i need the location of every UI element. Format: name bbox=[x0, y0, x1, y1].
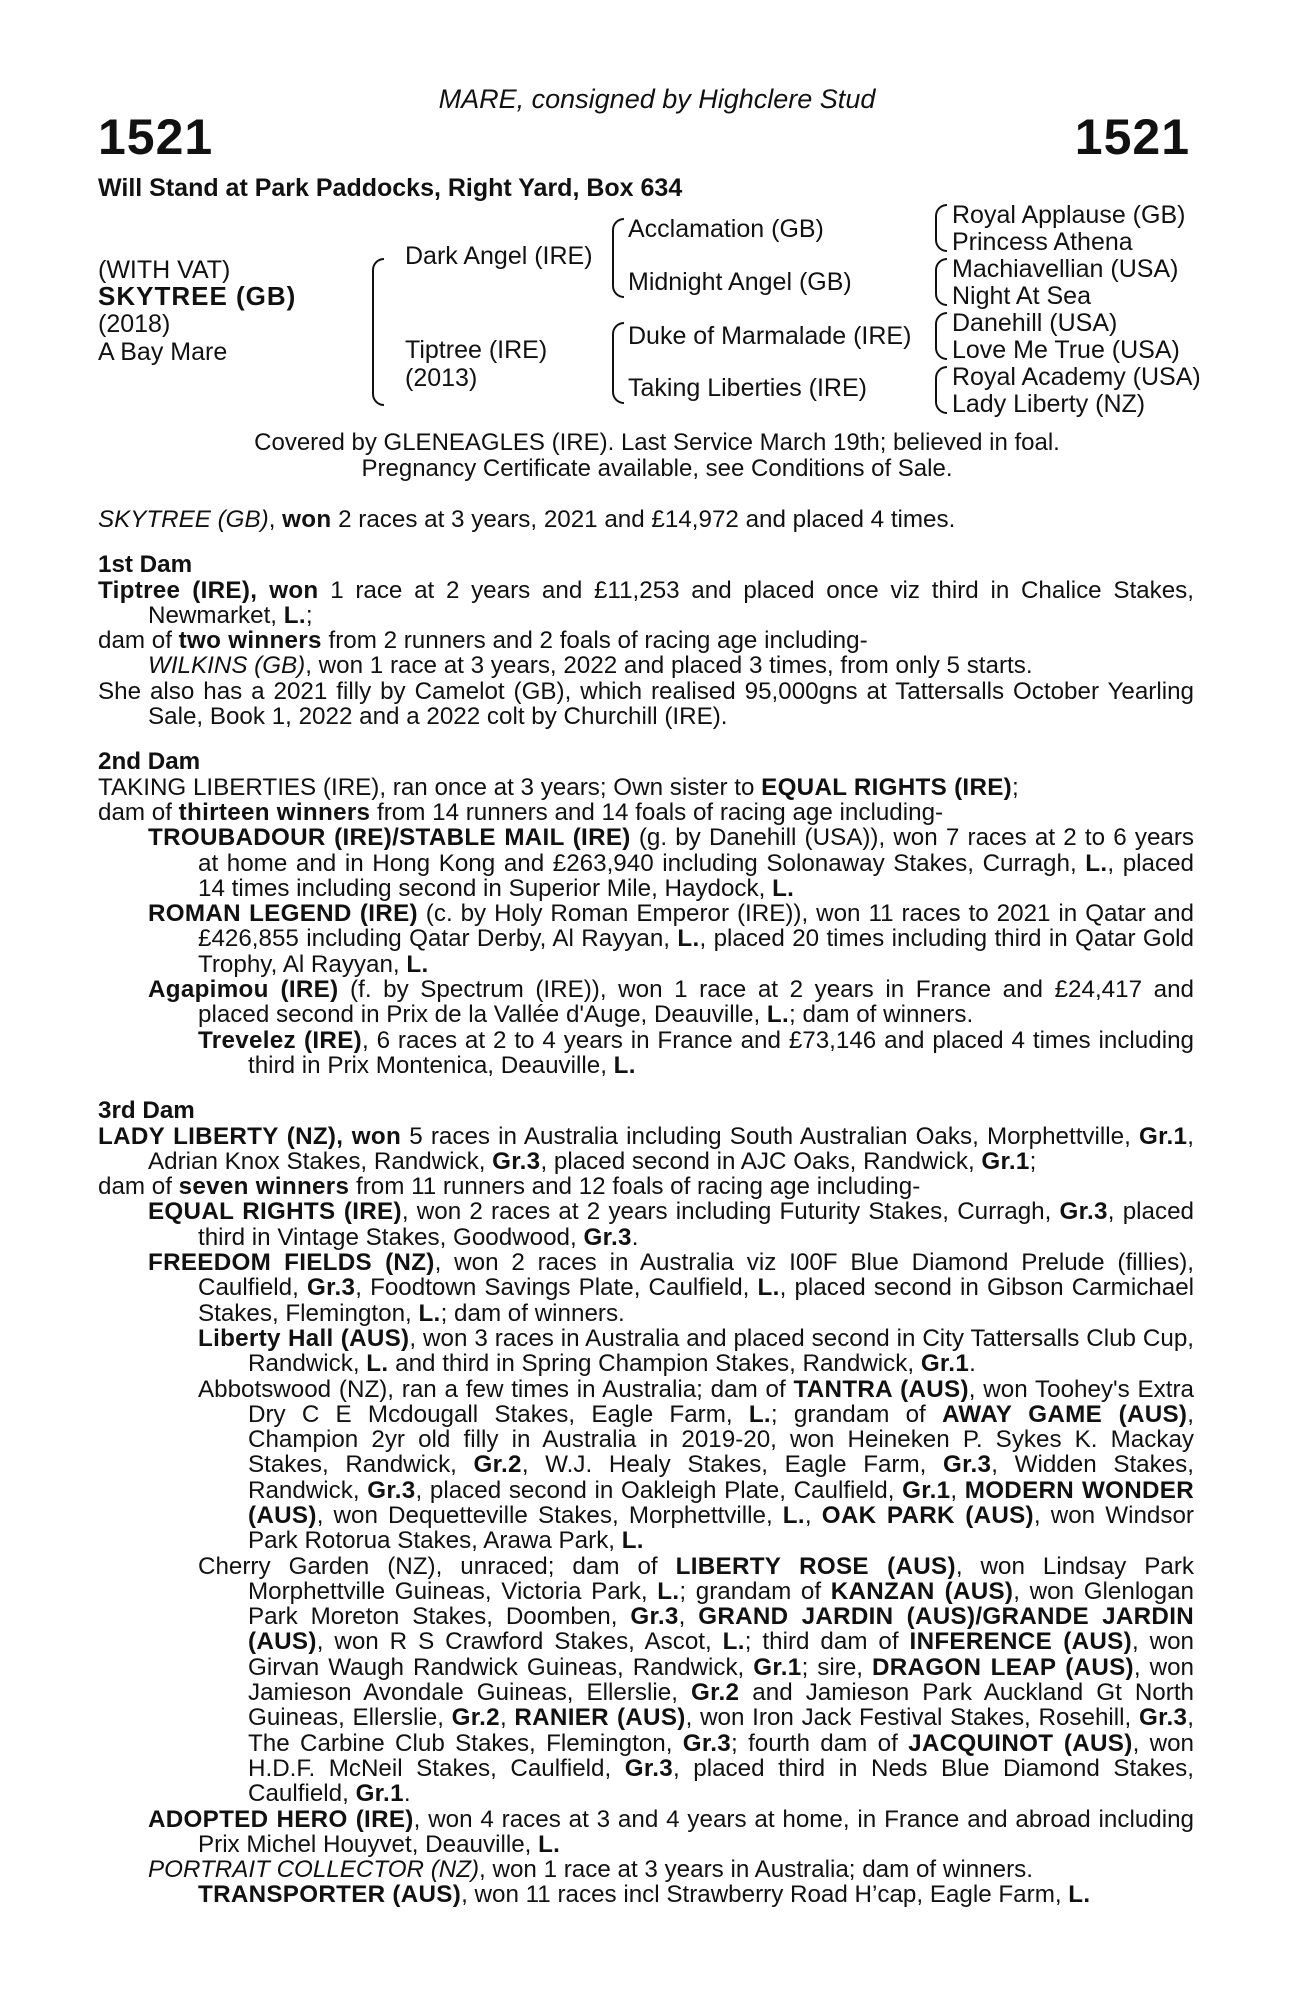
pedigree-brace bbox=[372, 258, 384, 406]
third-dam-record: LADY LIBERTY (NZ), won 5 races in Australia including South Australian Oaks, Morphettville, Gr.1, Adrian Knox Stakes, Randwick, Gr.3, placed second in AJC Oaks, Randwick, Gr.1; bbox=[98, 1122, 1194, 1175]
pedigree-brace bbox=[935, 204, 947, 252]
list-item: Liberty Hall (AUS), won 3 races in Australia and placed second in City Tattersalls Club Cup, Randwick, L. and third in Spring Champion Stakes, Randwick, Gr.1. bbox=[198, 1324, 1194, 1378]
second-dam-heading: 2nd Dam bbox=[98, 748, 201, 776]
ds-sire: Danehill (USA) bbox=[952, 309, 1118, 337]
produce-record bbox=[98, 507, 1194, 1908]
first-dam-record: Tiptree (IRE), won 1 race at 2 years and £11,253 and placed once viz third in Chalice Stakes, Newmarket, L.; bbox=[98, 576, 1194, 629]
horse-year: (2018) bbox=[98, 310, 171, 338]
list-item: Abbotswood (NZ), ran a few times in Australia; dam of TANTRA (AUS), won Toohey's Extra Dry C E Mcdougall Stakes, Eagle Farm, L.; grandam of AWAY GAME (AUS), Champion 2yr old filly in Australia in 2019-20, won Heineken P. Sykes K. Mackay Stakes, Randwick, Gr.2, W.J. Healy Stakes, Eagle Farm, Gr.3, Widden Stakes, Randwick, Gr.3, placed second in Oakleigh Plate, Caulfield, Gr.1, MODERN WONDER (AUS), won Dequetteville Stakes, Morphettville, L., OAK PARK (AUS), won Windsor Park Rotorua Stakes, Arawa Park, L. bbox=[198, 1375, 1195, 1555]
ss-dam: Princess Athena bbox=[952, 228, 1133, 256]
list-item: WILKINS (GB), won 1 race at 3 years, 2022 and placed 3 times, from only 5 starts. bbox=[148, 652, 1033, 680]
sire-name: Dark Angel (IRE) bbox=[405, 242, 593, 270]
horse-description: A Bay Mare bbox=[98, 338, 228, 366]
ds-dam: Love Me True (USA) bbox=[952, 336, 1180, 364]
first-dam-produce: dam of two winners from 2 runners and 2 foals of racing age including- bbox=[98, 627, 868, 655]
sire-dam: Midnight Angel (GB) bbox=[628, 268, 852, 296]
list-item: ROMAN LEGEND (IRE) (c. by Holy Roman Emperor (IRE)), won 11 races to 2021 in Qatar and £426,855 including Qatar Derby, Al Rayyan, L., placed 20 times including third in Qatar Gold Trophy, Al Rayyan, L. bbox=[148, 900, 1194, 978]
second-dam-record: TAKING LIBERTIES (IRE), ran once at 3 years; Own sister to EQUAL RIGHTS (IRE); bbox=[98, 773, 1019, 801]
third-dam-produce: dam of seven winners from 11 runners and 12 foals of racing age including- bbox=[98, 1173, 921, 1201]
list-item: ADOPTED HERO (IRE), won 4 races at 3 and 4 years at home, in France and abroad including Prix Michel Houyvet, Deauville, L. bbox=[148, 1805, 1194, 1858]
sire-sire: Acclamation (GB) bbox=[628, 215, 824, 243]
sd-sire: Machiavellian (USA) bbox=[952, 255, 1179, 283]
covering-note bbox=[0, 430, 1314, 482]
lot-number-right: 1521 bbox=[1074, 109, 1190, 165]
first-dam-heading: 1st Dam bbox=[98, 551, 193, 579]
list-item: Cherry Garden (NZ), unraced; dam of LIBERTY ROSE (AUS), won Lindsay Park Morphettville Guineas, Victoria Park, L.; grandam of KANZAN (AUS), won Glenlogan Park Moreton Stakes, Doomben, Gr.3, GRAND JARDIN (AUS)/GRANDE JARDIN (AUS), won R S Crawford Stakes, Ascot, L.; third dam of INFERENCE (AUS), won Girvan Waugh Randwick Guineas, Randwick, Gr.1; sire, DRAGON LEAP (AUS), won Jamieson Avondale Guineas, Ellerslie, Gr.2 and Jamieson Park Auckland Gt North Guineas, Ellerslie, Gr.2, RANIER (AUS), won Iron Jack Festival Stakes, Rosehill, Gr.3, The Carbine Club Stakes, Flemington, Gr.3; fourth dam of JACQUINOT (AUS), won H.D.F. McNeil Stakes, Caulfield, Gr.3, placed third in Neds Blue Diamond Stakes, Caulfield, Gr.1. bbox=[198, 1552, 1195, 1808]
lot-number-left: 1521 bbox=[98, 109, 214, 165]
list-item: TRANSPORTER (AUS), won 11 races incl Strawberry Road H’cap, Eagle Farm, L. bbox=[198, 1881, 1091, 1909]
consignor-line: MARE, consigned by Highclere Stud bbox=[438, 84, 876, 114]
list-item: EQUAL RIGHTS (IRE), won 2 races at 2 years including Futurity Stakes, Curragh, Gr.3, placed third in Vintage Stakes, Goodwood, Gr.3. bbox=[148, 1198, 1195, 1251]
dam-year: (2013) bbox=[405, 364, 478, 392]
second-dam-produce: dam of thirteen winners from 14 runners and 14 foals of racing age including- bbox=[98, 798, 944, 826]
dd-dam: Lady Liberty (NZ) bbox=[952, 390, 1146, 418]
horse-summary: SKYTREE (GB), won 2 races at 3 years, 2021 and £14,972 and placed 4 times. bbox=[98, 506, 956, 533]
list-item: Agapimou (IRE) (f. by Spectrum (IRE)), won 1 race at 2 years in France and £24,417 and placed second in Prix de la Vallée d'Auge, Deauville, L.; dam of winners. bbox=[148, 976, 1194, 1029]
dam-name: Tiptree (IRE) bbox=[405, 336, 548, 364]
dam-dam: Taking Liberties (IRE) bbox=[628, 374, 867, 402]
pedigree-brace bbox=[612, 218, 624, 298]
horse-name: SKYTREE (GB) bbox=[98, 281, 297, 311]
first-dam-note: She also has a 2021 filly by Camelot (GB), which realised 95,000gns at Tattersalls October Yearling Sale, Book 1, 2022 and a 2022 colt by Churchill (IRE). bbox=[98, 677, 1194, 731]
covering-line: Covered by GLENEAGLES (IRE). Last Service March 19th; believed in foal. bbox=[254, 429, 1060, 456]
third-dam-heading: 3rd Dam bbox=[98, 1097, 195, 1125]
ss-sire: Royal Applause (GB) bbox=[952, 201, 1186, 229]
list-item: Trevelez (IRE), 6 races at 2 to 4 years in France and £73,146 and placed 4 times including third in Prix Montenica, Deauville, L. bbox=[198, 1026, 1194, 1079]
pregnancy-line: Pregnancy Certificate available, see Conditions of Sale. bbox=[361, 455, 953, 482]
pedigree-brace bbox=[935, 258, 947, 306]
vat-note: (WITH VAT) bbox=[98, 256, 231, 284]
list-item: FREEDOM FIELDS (NZ), won 2 races in Australia viz I00F Blue Diamond Prelude (fillies), Caulfield, Gr.3, Foodtown Savings Plate, Caulfield, L., placed second in Gibson Carmichael Stakes, Flemington, L.; dam of winners. bbox=[148, 1249, 1195, 1327]
pedigree-brace bbox=[935, 312, 947, 360]
pedigree-brace bbox=[935, 366, 947, 414]
dd-sire: Royal Academy (USA) bbox=[952, 363, 1201, 391]
stand-location: Will Stand at Park Paddocks, Right Yard, Box 634 bbox=[98, 174, 683, 202]
sd-dam: Night At Sea bbox=[952, 282, 1091, 310]
list-item: TROUBADOUR (IRE)/STABLE MAIL (IRE) (g. by Danehill (USA)), won 7 races at 2 to 6 years at home and in Hong Kong and £263,940 including Solonaway Stakes, Curragh, L., placed 14 times including second in Superior Mile, Haydock, L. bbox=[148, 824, 1194, 902]
list-item: PORTRAIT COLLECTOR (NZ), won 1 race at 3 years in Australia; dam of winners. bbox=[148, 1856, 1033, 1884]
dam-sire: Duke of Marmalade (IRE) bbox=[628, 322, 912, 350]
pedigree-brace bbox=[612, 322, 624, 404]
